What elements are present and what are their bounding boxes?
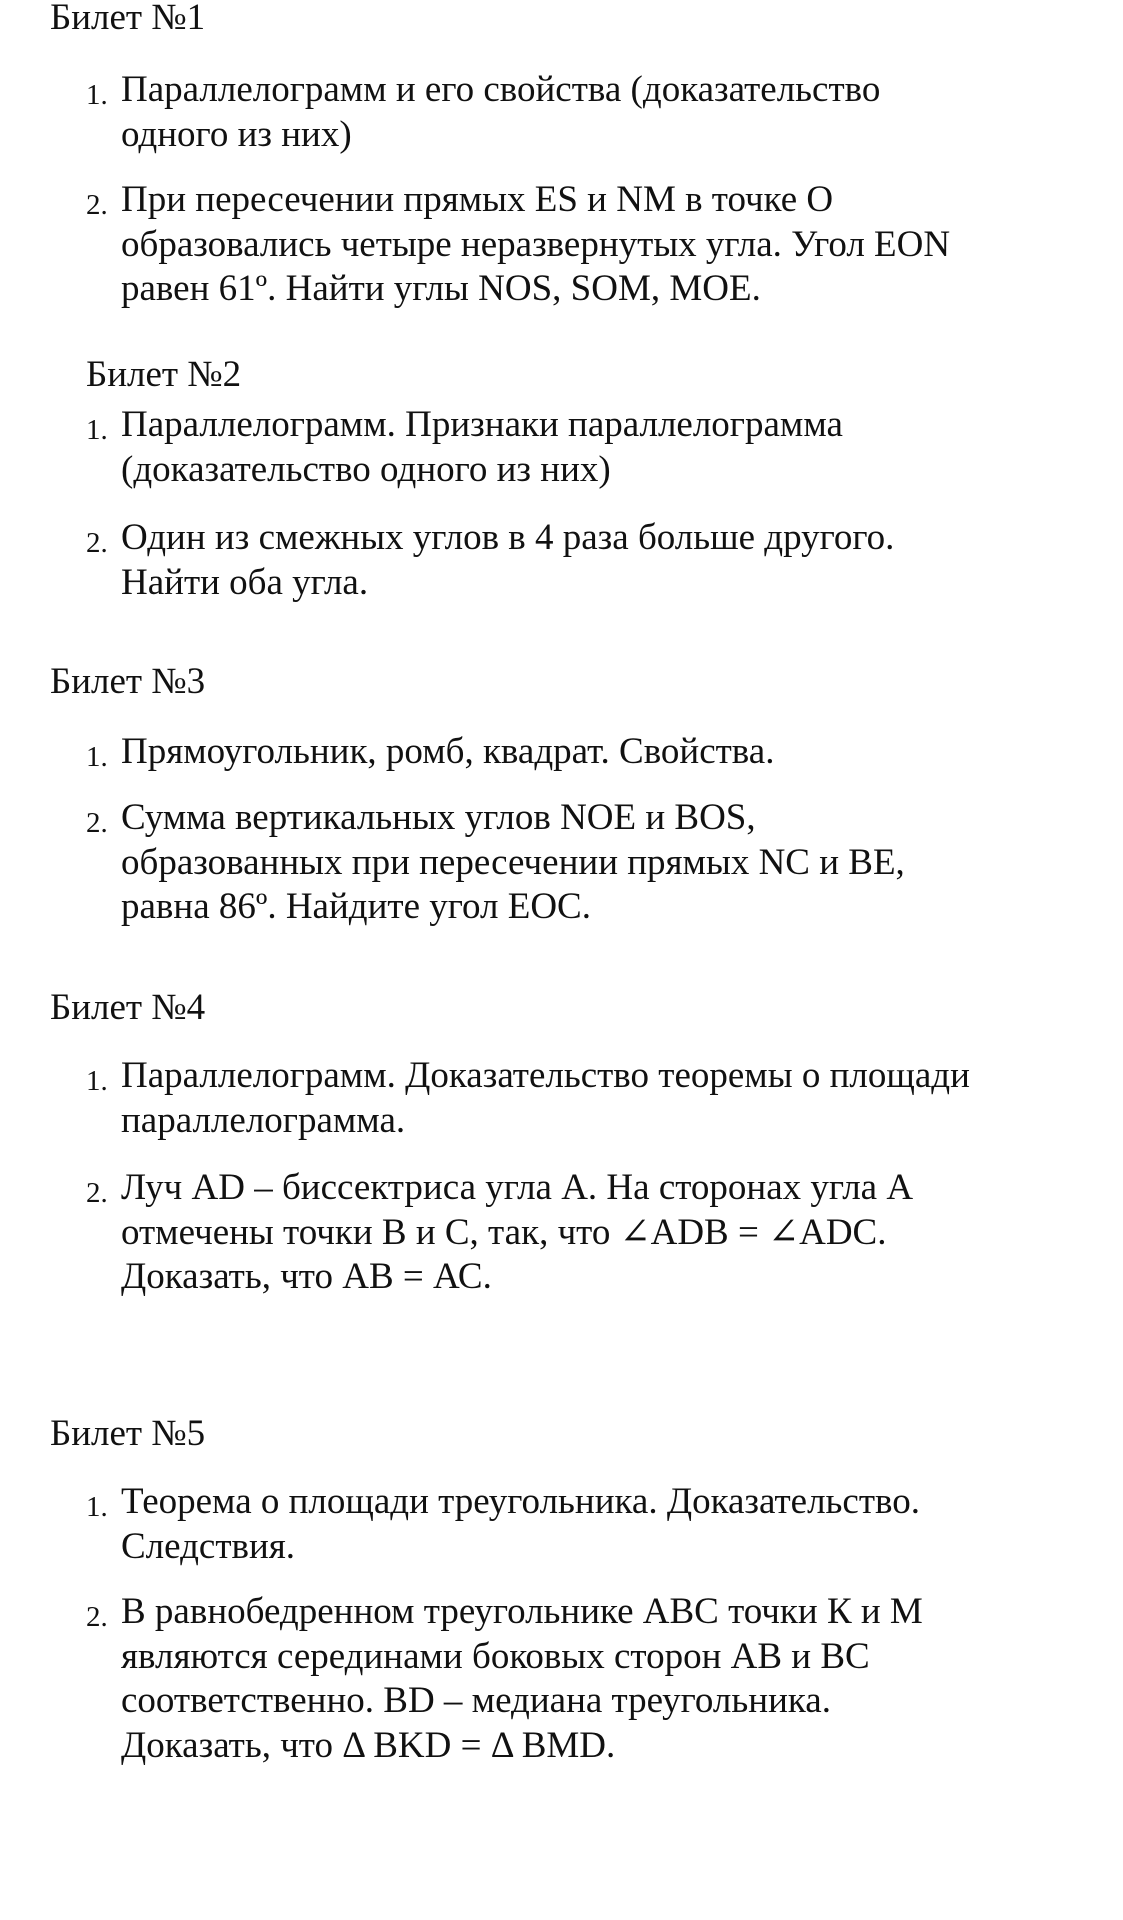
question-number: 1.: [86, 79, 108, 111]
ticket-title: Билет №4: [50, 987, 206, 1028]
question-number: 2.: [86, 189, 108, 221]
ticket-title: Билет №1: [50, 0, 206, 38]
question-number: 2.: [86, 527, 108, 559]
ticket-title: Билет №2: [86, 354, 242, 395]
question-text: Теорема о площади треугольника. Доказательство. Следствия.: [121, 1481, 920, 1567]
question-text: Параллелограмм. Признаки параллелограмма (доказательство одного из них): [121, 404, 843, 490]
question-text: В равнобедренном треугольнике АВС точки К и М являются серединами боковых сторон АВ и ВС соответственно. BD – медиана треугольника. Доказать, что Δ BKD = Δ BMD.: [121, 1591, 923, 1766]
question-number: 2.: [86, 1177, 108, 1209]
question-number: 1.: [86, 414, 108, 446]
question-number: 1.: [86, 1065, 108, 1097]
question-number: 1.: [86, 1491, 108, 1523]
question-text: Параллелограмм. Доказательство теоремы о площади параллелограмма.: [121, 1055, 970, 1141]
question-number: 2.: [86, 807, 108, 839]
ticket-title: Билет №5: [50, 1413, 206, 1454]
question-text: Прямоугольник, ромб, квадрат. Свойства.: [121, 731, 775, 772]
question-number: 2.: [86, 1601, 108, 1633]
question-text: Один из смежных углов в 4 раза больше другого. Найти оба угла.: [121, 517, 895, 603]
question-text: Параллелограмм и его свойства (доказательство одного из них): [121, 69, 881, 155]
question-number: 1.: [86, 741, 108, 773]
question-text: При пересечении прямых ES и NM в точке О образовались четыре неразвернутых угла. Угол EON равен 61º. Найти углы NOS, SOM, MOE.: [121, 179, 951, 309]
ticket-title: Билет №3: [50, 661, 206, 702]
question-text: Сумма вертикальных углов NOE и BOS, образованных при пересечении прямых NC и BE, равна 86º. Найдите угол EOC.: [121, 797, 905, 927]
question-text: Луч AD – биссектриса угла А. На сторонах угла А отмечены точки В и С, так, что ∠ADB = ∠ADC. Доказать, что АВ = АС.: [121, 1167, 914, 1297]
